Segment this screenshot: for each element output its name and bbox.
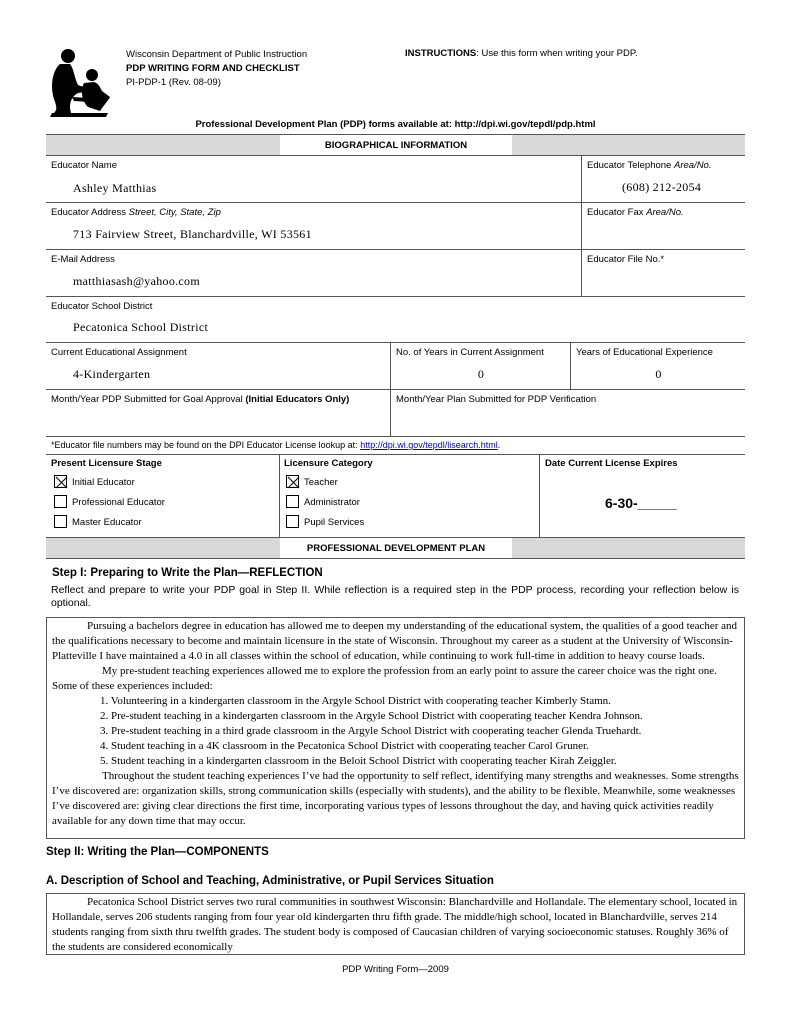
- license-expires-label: Date Current License Expires: [545, 458, 678, 469]
- address-field[interactable]: [46, 203, 581, 249]
- fax-label-hint: Area/No.: [646, 207, 684, 218]
- reflection-paragraph-1: Pursuing a bachelors degree in education has allowed me to deepen my understanding of the educational system, the qualities of a good teacher and the qualifications necessary to become and maintain licensure in the state of Wisconsin. Throughout my career as a student at the University of Wisconsin-Platteville I have maintained a 4.0 in all classes within the school of education, while continuing to work full-time in addition to heavy course loads.: [52, 620, 738, 662]
- email-value: matthiasash@yahoo.com: [73, 274, 200, 288]
- master-educator-label: Master Educator: [72, 517, 142, 528]
- licensure-divider-1: [279, 455, 280, 538]
- educator-name-value: Ashley Matthias: [73, 181, 157, 195]
- district-label: Educator School District: [51, 301, 153, 312]
- licensure-stage-label: Present Licensure Stage: [51, 458, 162, 469]
- checkbox-x-mark-icon: [55, 476, 68, 489]
- row-assignment-years: [46, 343, 745, 390]
- professional-educator-label: Professional Educator: [72, 497, 165, 508]
- licensure-category-label: Licensure Category: [284, 458, 373, 469]
- biographical-section-band: [46, 134, 745, 156]
- reflection-textbox[interactable]: [46, 617, 745, 839]
- assignment-label: Current Educational Assignment: [51, 347, 187, 358]
- reflection-paragraph-2: My pre-student teaching experiences allowed me to explore the profession from an early point to assure the career choice was the right one. Some of these experiences included:: [52, 665, 717, 692]
- license-expires-value[interactable]: 6-30-_____: [605, 495, 677, 511]
- telephone-field[interactable]: [581, 156, 745, 202]
- email-label: E-Mail Address: [51, 254, 115, 265]
- address-label-hint: Street, City, State, Zip: [128, 207, 221, 218]
- list-item: 3. Pre-student teaching in a third grade classroom in the Argyle School District with cooperating teacher Glenda Truehardt.: [100, 725, 642, 737]
- row-address-fax: [46, 203, 745, 250]
- email-field[interactable]: [46, 250, 581, 296]
- initial-educator-label: Initial Educator: [72, 477, 135, 488]
- row-district: [46, 297, 745, 343]
- pdp-section-title: PROFESSIONAL DEVELOPMENT PLAN: [280, 538, 512, 558]
- master-educator-checkbox[interactable]: [54, 515, 67, 528]
- instructions-text: : Use this form when writing your PDP.: [476, 48, 638, 59]
- row-email-fileno: [46, 250, 745, 297]
- years-in-assignment-label: No. of Years in Current Assignment: [396, 347, 544, 358]
- teacher-checkbox[interactable]: [286, 475, 299, 488]
- file-lookup-link[interactable]: http://dpi.wi.gov/tepdl/lisearch.html: [360, 440, 498, 450]
- telephone-value: (608) 212-2054: [622, 180, 702, 194]
- pupil-services-label: Pupil Services: [304, 517, 365, 528]
- list-item: 4. Student teaching in a 4K classroom in the Pecatonica School District with cooperating teacher Carol Gruner.: [100, 740, 589, 752]
- checkbox-x-mark-icon: [287, 476, 300, 489]
- telephone-label: [587, 160, 711, 171]
- file-number-label: Educator File No.*: [587, 254, 665, 265]
- page-footer: PDP Writing Form—2009: [342, 964, 449, 975]
- instructions-label: INSTRUCTIONS: [405, 48, 477, 59]
- address-label-text: Educator Address: [51, 207, 129, 218]
- goal-approval-date-field[interactable]: [46, 390, 390, 436]
- fax-label: [587, 207, 684, 218]
- assignment-field[interactable]: [46, 343, 390, 389]
- educator-name-label: Educator Name: [51, 160, 118, 171]
- instructions: [405, 48, 638, 59]
- fax-label-text: Educator Fax: [587, 207, 647, 218]
- goal-approval-label: [51, 394, 349, 405]
- row-name-telephone: [46, 156, 745, 203]
- verification-label: Month/Year Plan Submitted for PDP Verification: [396, 394, 597, 405]
- district-field[interactable]: [46, 297, 745, 342]
- list-item: 5. Student teaching in a kindergarten classroom in the Beloit School District with cooperating teacher Kirah Zeiggler.: [100, 755, 617, 767]
- initial-educator-checkbox[interactable]: [54, 475, 67, 488]
- address-value: 713 Fairview Street, Blanchardville, WI 53561: [73, 227, 312, 241]
- licensure-divider-2: [539, 455, 540, 538]
- years-experience-field[interactable]: [570, 343, 745, 389]
- form-title: PDP WRITING FORM AND CHECKLIST: [126, 63, 300, 74]
- forms-availability-note: Professional Development Plan (PDP) forms available at: http://dpi.wi.gov/tepdl/pdp.html: [195, 119, 596, 130]
- step1-title: Step I: Preparing to Write the Plan—REFLECTION: [52, 567, 323, 579]
- goal-approval-label-qualifier: (Initial Educators Only): [245, 394, 350, 405]
- reflection-paragraph-3: Throughout the student teaching experiences I’ve had the opportunity to self reflect, identifying many strengths and weaknesses. Some strengths I’ve discovered are: organization skills, strong communication skills (especially with students), and the ability to be flexible. Meanwhile, some weaknesses I’ve discovered are: giving clear directions the first time, incorporating various types of lessons throughout the day, and having quick activities readily available for any down time that may occur.: [52, 770, 739, 827]
- row-submission-dates: [46, 390, 745, 437]
- teacher-label: Teacher: [304, 477, 338, 488]
- biographical-section-title: BIOGRAPHICAL INFORMATION: [280, 135, 512, 155]
- list-item: 1. Volunteering in a kindergarten classroom in the Argyle School District with cooperating teacher Kimberly Stamn.: [100, 695, 611, 707]
- years-experience-label: Years of Educational Experience: [576, 347, 713, 358]
- school-description-text: Pecatonica School District serves two rural communities in southwest Wisconsin: Blanchardville and Hollandale. The elementary school, located in Hollandale, serves 206 students ranging from four year old kindergarten thru fifth grade. The middle/high school, located in Blanchardville, serves 214 students ranging from sixth thru twelfth grades. The student body is composed of Caucasian children of varying socioeconomic statuses. Roughly 36% of the students are considered economically: [52, 896, 738, 953]
- professional-educator-checkbox[interactable]: [54, 495, 67, 508]
- school-description-textbox[interactable]: [46, 893, 745, 955]
- pupil-services-checkbox[interactable]: [286, 515, 299, 528]
- educator-name-field[interactable]: [46, 156, 581, 202]
- goal-approval-label-text: Month/Year PDP Submitted for Goal Approval: [51, 394, 246, 405]
- reflection-experience-list: [52, 694, 740, 769]
- address-label: [51, 207, 221, 218]
- years-experience-value: 0: [655, 367, 662, 381]
- district-value: Pecatonica School District: [73, 320, 209, 334]
- assignment-value: 4-Kindergarten: [73, 367, 151, 381]
- list-item: 2. Pre-student teaching in a kindergarten classroom in the Argyle School District with cooperating teacher Kendra Johnson.: [100, 710, 643, 722]
- part-a-title: A. Description of School and Teaching, Administrative, or Pupil Services Situation: [46, 875, 494, 887]
- years-in-assignment-value: 0: [477, 367, 485, 381]
- step1-instructions: Reflect and prepare to write your PDP goal in Step II. While reflection is a required step in the PDP process, recording your reflection below is optional.: [51, 584, 739, 609]
- file-number-field[interactable]: [581, 250, 745, 296]
- file-lookup-note-text: *Educator file numbers may be found on the DPI Educator License lookup at:: [51, 440, 361, 450]
- administrator-checkbox[interactable]: [286, 495, 299, 508]
- telephone-label-hint: Area/No.: [673, 160, 712, 171]
- fax-field[interactable]: [581, 203, 745, 249]
- agency-logo: [48, 47, 116, 117]
- file-lookup-note: [51, 440, 500, 450]
- telephone-label-text: Educator Telephone: [587, 160, 674, 171]
- form-id: PI-PDP-1 (Rev. 08-09): [126, 77, 221, 88]
- agency-name: Wisconsin Department of Public Instruction: [126, 49, 308, 60]
- parent-reading-to-child-logo-icon: [48, 47, 116, 117]
- step2-title: Step II: Writing the Plan—COMPONENTS: [46, 846, 269, 858]
- verification-date-field[interactable]: [390, 390, 745, 436]
- file-lookup-note-end: .: [497, 440, 501, 450]
- years-in-assignment-field[interactable]: [390, 343, 570, 389]
- licensure-block: [46, 454, 745, 537]
- administrator-label: Administrator: [304, 497, 360, 508]
- pdp-section-band: [46, 537, 745, 559]
